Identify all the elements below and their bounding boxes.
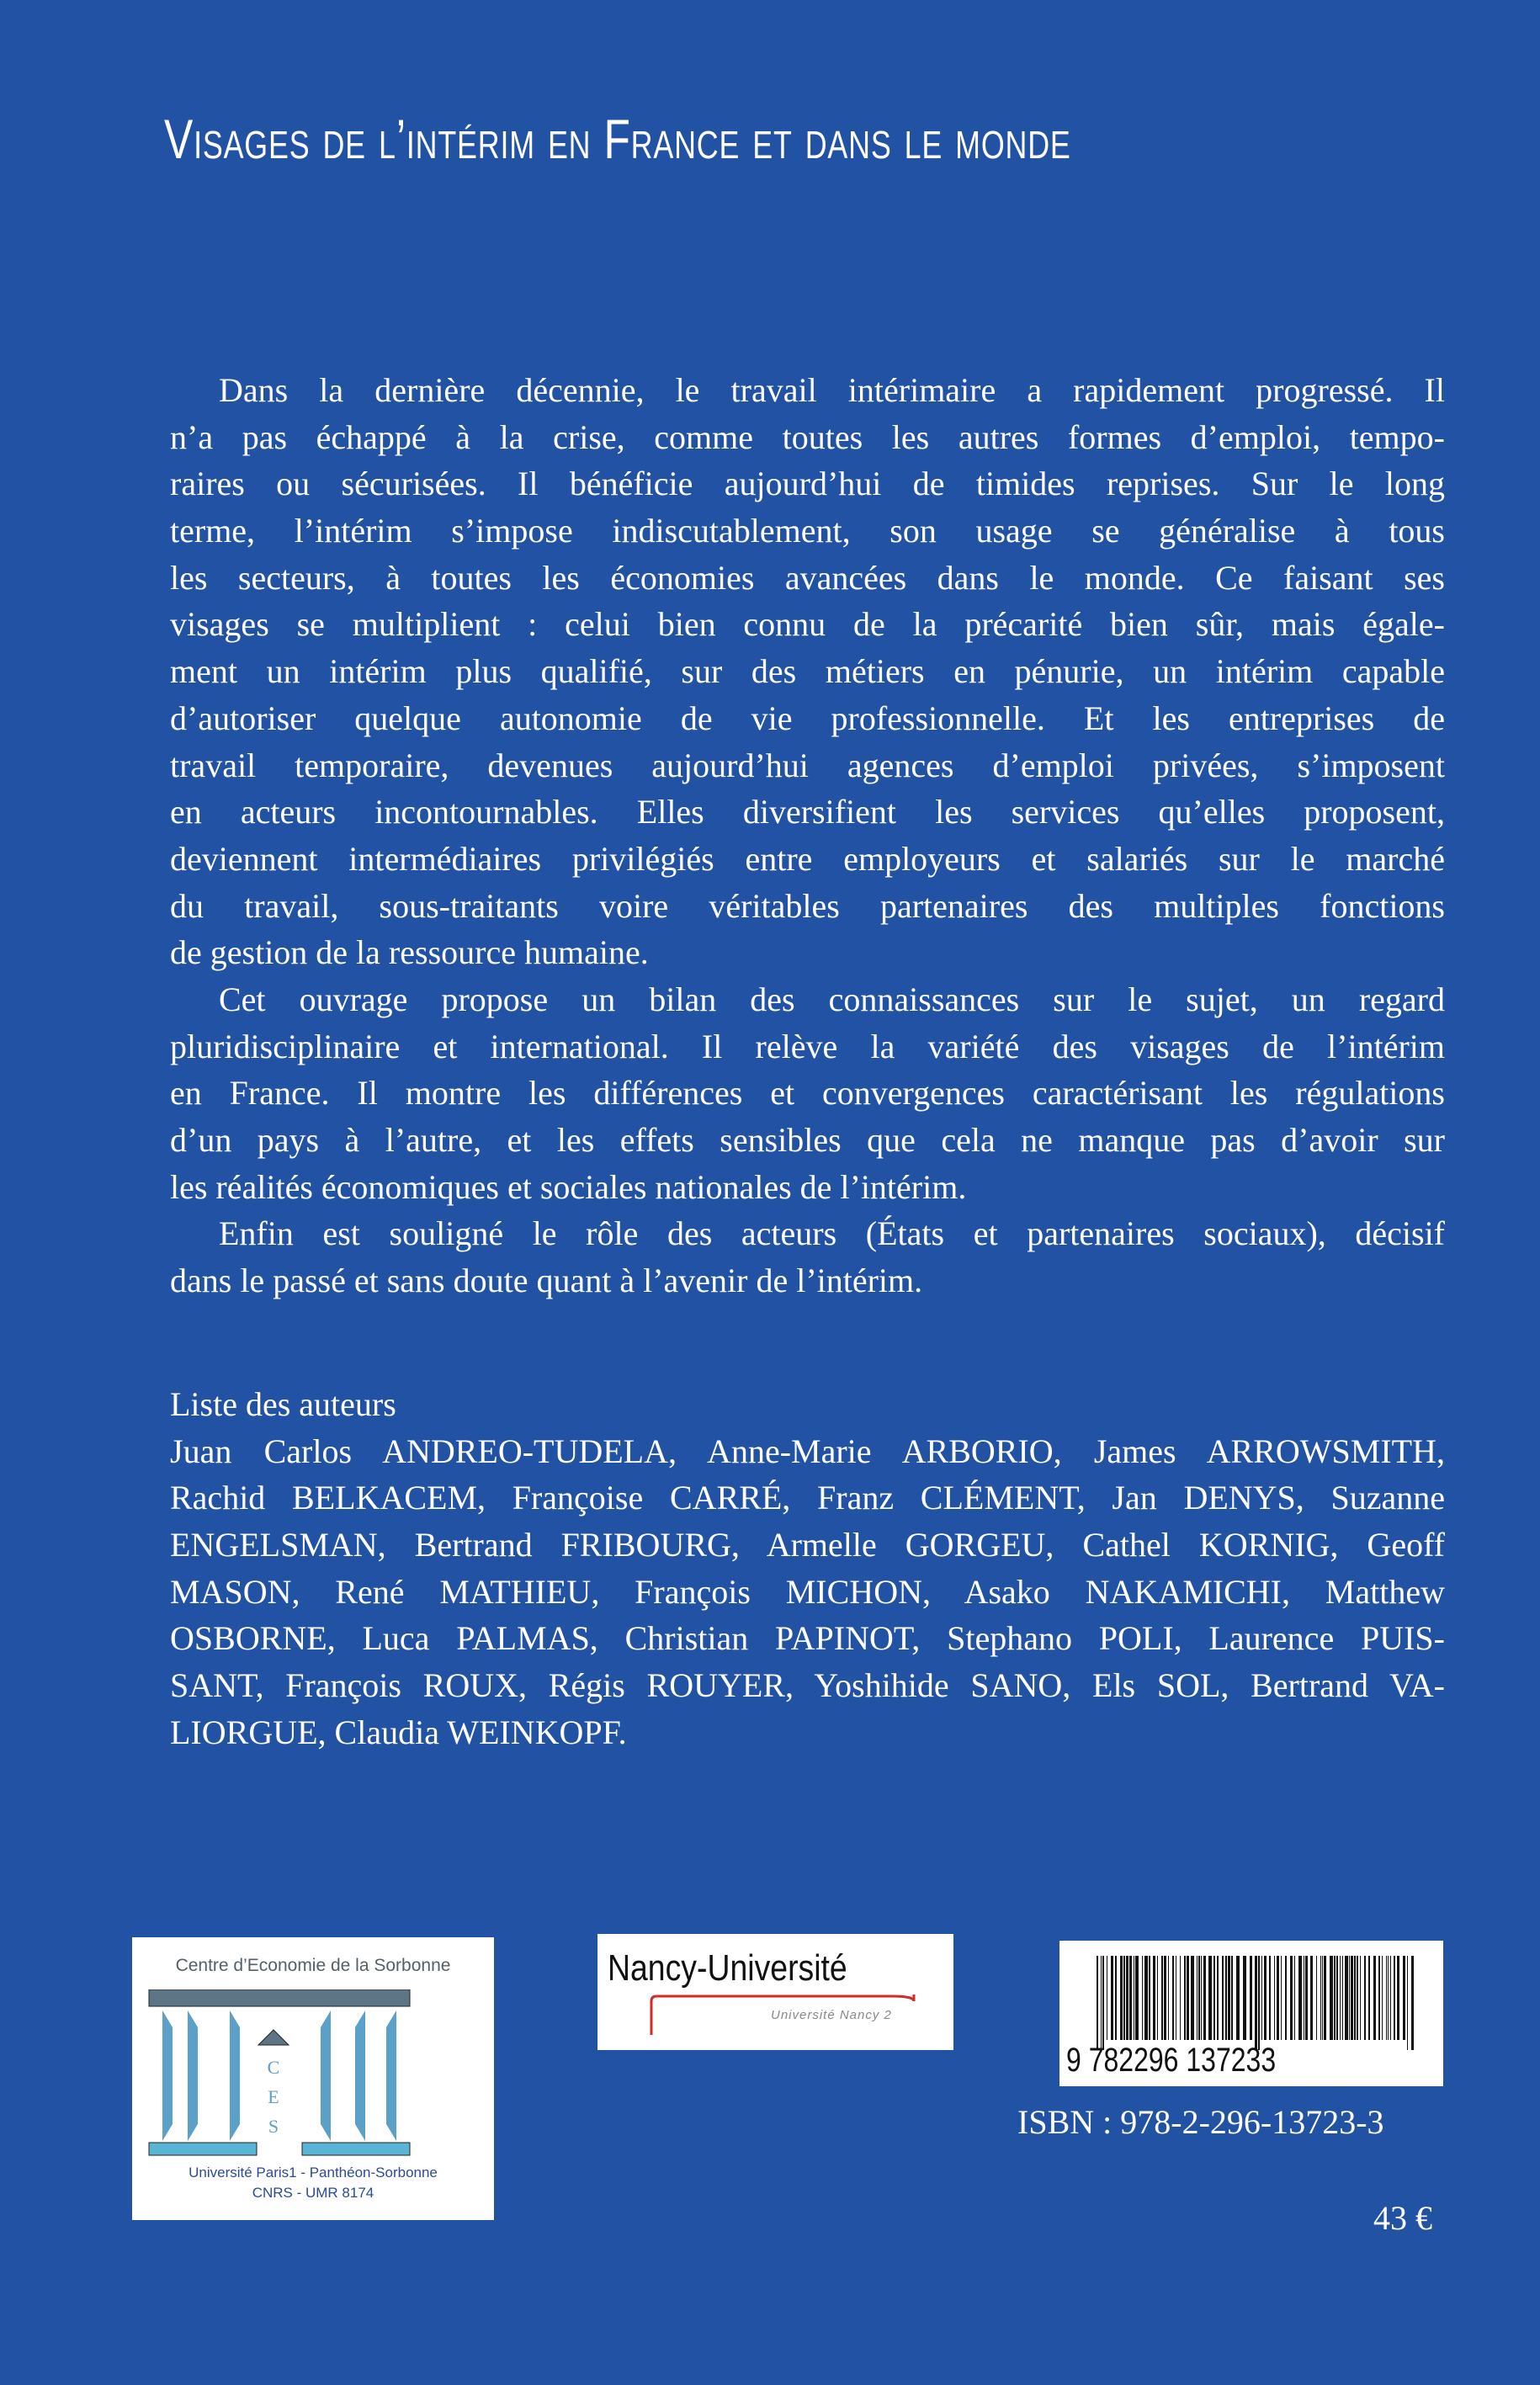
blurb-line: en France. Il montre les différences et convergences caractérisant les régulations [170, 1074, 1445, 1113]
barcode-bar [1274, 1956, 1275, 2040]
blurb-line: Dans la dernière décennie, le travail intérimaire a rapidement progressé. Il [219, 371, 1445, 409]
authors-line: ENGELSMAN, Bertrand FRIBOURG, Armelle GORGEU, Cathel KORNIG, Geoff [170, 1526, 1445, 1564]
barcode-bar [1222, 1956, 1224, 2040]
blurb-line: ment un intérim plus qualifié, sur des métiers en pénurie, un intérim capable [170, 652, 1445, 691]
barcode-bar [1364, 1956, 1366, 2040]
barcode-bar [1403, 1956, 1405, 2040]
authors-line: Juan Carlos ANDREO-TUDELA, Anne-Marie ARBORIO, James ARROWSMITH, [170, 1432, 1445, 1470]
ces-logo [132, 1937, 494, 2220]
barcode-bar [1153, 1956, 1155, 2040]
barcode-bar [1264, 1956, 1267, 2040]
blurb [170, 367, 1445, 1304]
barcode-bar [1336, 1956, 1338, 2040]
barcode-bar [1142, 1956, 1143, 2040]
barcode-bar [1310, 1956, 1313, 2040]
blurb-line: deviennent intermédiaires privilégiés entre employeurs et salariés sur le marché [170, 839, 1445, 878]
barcode-bar [1135, 1956, 1139, 2040]
barcode-bar [1115, 1956, 1117, 2040]
barcode-bar [1351, 1956, 1353, 2040]
barcode-bar [1261, 1956, 1262, 2040]
barcode-bar [1250, 1956, 1252, 2040]
barcode-bar [1168, 1956, 1169, 2040]
barcode-bar [1187, 1956, 1189, 2040]
ces-logo-title: Centre d’Economie de la Sorbonne [175, 1956, 451, 1975]
barcode-bar [1294, 1956, 1295, 2040]
blurb-line: d’un pays à l’autre, et les effets sensibles que cela ne manque pas d’avoir sur [170, 1121, 1445, 1159]
barcode-bar [1225, 1956, 1227, 2040]
ces-letter-e: E [268, 2086, 279, 2107]
ces-logo-cnrs: CNRS - UMR 8174 [252, 2185, 374, 2201]
barcode-bar [1120, 1956, 1123, 2040]
authors-list [170, 1381, 1445, 1756]
blurb-line: pluridisciplinaire et international. Il relève la variété des visages de l’intérim [170, 1027, 1445, 1065]
barcode-bar [1111, 1956, 1113, 2040]
barcode-bar [1258, 1956, 1260, 2050]
blurb-line: les réalités économiques et sociales nationales de l’intérim. [170, 1167, 967, 1206]
nancy-universite-logo [597, 1934, 953, 2050]
barcode-bar [1388, 1956, 1389, 2040]
barcode-bar [1101, 1956, 1102, 2050]
barcode-bar [1386, 1956, 1387, 2040]
barcode-bar [1144, 1956, 1148, 2040]
barcode-bar [1382, 1956, 1383, 2040]
barcode-bar [1305, 1956, 1308, 2040]
barcode-bar [1129, 1956, 1132, 2040]
barcode-bar [1394, 1956, 1395, 2040]
blurb-line: visages se multiplient : celui bien connu de la précarité bien sûr, mais égale- [170, 605, 1445, 644]
authors-heading: Liste des auteurs [170, 1385, 396, 1423]
blurb-line: de gestion de la ressource humaine. [170, 933, 649, 972]
barcode-bars-icon [1078, 1956, 1426, 2050]
authors-line: MASON, René MATHIEU, François MICHON, Asako NAKAMICHI, Matthew [170, 1572, 1445, 1611]
barcode-bar [1378, 1956, 1380, 2040]
authors-line: LIORGUE, Claudia WEINKOPF. [170, 1713, 627, 1751]
barcode [1059, 1941, 1443, 2086]
barcode-bar [1298, 1956, 1302, 2040]
barcode-bar [1277, 1956, 1279, 2040]
book-title: Visages de l’intérim en France et dans le monde [164, 108, 1071, 170]
barcode-bar [1213, 1956, 1215, 2040]
barcode-bar [1269, 1956, 1271, 2040]
authors-line: OSBORNE, Luca PALMAS, Christian PAPINOT, Stephano POLI, Laurence PUIS- [170, 1619, 1445, 1658]
barcode-bar [1397, 1956, 1399, 2040]
barcode-bar [1231, 1956, 1233, 2040]
barcode-bar [1255, 1956, 1257, 2050]
authors-line: SANT, François ROUX, Régis ROUYER, Yoshihide SANO, Els SOL, Bertrand VA- [170, 1666, 1445, 1705]
barcode-bar [1102, 1956, 1104, 2050]
nancy-logo-title: Nancy-Université [608, 1947, 847, 1989]
barcode-bar [1285, 1956, 1287, 2040]
authors-line: Rachid BELKACEM, Françoise CARRÉ, Franz CLÉMENT, Jan DENYS, Suzanne [170, 1479, 1445, 1517]
barcode-bar [1360, 1956, 1361, 2040]
blurb-line: n’a pas échappé à la crise, comme toutes les autres formes d’emploi, tempo- [170, 417, 1445, 456]
barcode-bar [1184, 1956, 1186, 2040]
barcode-digits: 9 782296 137233 [1066, 2042, 1277, 2079]
barcode-bar [1149, 1956, 1150, 2040]
barcode-bar [1322, 1956, 1323, 2040]
barcode-bar [1180, 1956, 1181, 2040]
barcode-bar [1316, 1956, 1317, 2040]
price: 43 € [1373, 2199, 1432, 2237]
barcode-bar [1342, 1956, 1343, 2040]
barcode-bar [1290, 1956, 1293, 2040]
barcode-bar [1320, 1956, 1321, 2040]
barcode-bar [1126, 1956, 1128, 2040]
blurb-line: d’autoriser quelque autonomie de vie professionnelle. Et les entreprises de [170, 699, 1445, 737]
barcode-bar [1236, 1956, 1240, 2040]
barcode-bar [1330, 1956, 1333, 2040]
blurb-line: terme, l’intérim s’impose indiscutablement, son usage se généralise à tous [170, 512, 1445, 550]
ces-columns-icon [147, 1989, 479, 2158]
barcode-bar [1407, 1956, 1408, 2050]
barcode-bar [1157, 1956, 1158, 2040]
ces-letter-c: C [267, 2057, 280, 2078]
barcode-bar [1373, 1956, 1376, 2040]
blurb-line: du travail, sous-traitants voire véritables partenaires des multiples fonctions [170, 886, 1445, 925]
blurb-line: dans le passé et sans doute quant à l’avenir de l’intérim. [170, 1262, 923, 1300]
barcode-bar [1390, 1956, 1391, 2040]
ces-logo-university: Université Paris1 - Panthéon-Sorbonne [189, 2165, 438, 2180]
barcode-bar [1198, 1956, 1200, 2040]
barcode-bar [1281, 1956, 1282, 2040]
barcode-bar [1357, 1956, 1358, 2040]
barcode-bar [1217, 1956, 1219, 2040]
barcode-bar [1172, 1956, 1174, 2040]
barcode-bar [1354, 1956, 1356, 2040]
blurb-line: travail temporaire, devenues aujourd’hui agences d’emploi privées, s’imposent [170, 746, 1445, 784]
barcode-bar [1123, 1956, 1125, 2040]
barcode-bar [1340, 1956, 1341, 2040]
blurb-line: raires ou sécurisées. Il bénéficie aujourd’hui de timides reprises. Sur le long [170, 465, 1445, 503]
barcode-bar [1368, 1956, 1370, 2040]
barcode-bar [1164, 1956, 1166, 2040]
blurb-line: Cet ouvrage propose un bilan des connaissances sur le sujet, un regard [219, 980, 1445, 1018]
barcode-bar [1161, 1956, 1163, 2040]
blurb-line: Enfin est souligné le rôle des acteurs (États et partenaires sociaux), décisif [219, 1214, 1445, 1253]
barcode-bar [1097, 1956, 1098, 2050]
barcode-bar [1208, 1956, 1212, 2040]
barcode-bar [1324, 1956, 1326, 2040]
barcode-bar [1411, 1956, 1414, 2050]
nancy-logo-subtitle: Université Nancy 2 [771, 2008, 892, 2022]
barcode-bar [1191, 1956, 1194, 2040]
barcode-bar [1201, 1956, 1202, 2040]
ces-letter-s: S [268, 2116, 279, 2137]
barcode-bar [1345, 1956, 1348, 2040]
blurb-line: les secteurs, à toutes les économies avancées dans le monde. Ce faisant ses [170, 558, 1445, 597]
barcode-bar [1334, 1956, 1336, 2040]
barcode-bar [1203, 1956, 1206, 2040]
barcode-bar [1243, 1956, 1246, 2040]
blurb-line: en acteurs incontournables. Elles diversifient les services qu’elles proposent, [170, 793, 1445, 831]
isbn: ISBN : 978-2-296-13723-3 [1017, 2103, 1384, 2141]
barcode-bar [1228, 1956, 1230, 2040]
barcode-bar [1349, 1956, 1350, 2040]
